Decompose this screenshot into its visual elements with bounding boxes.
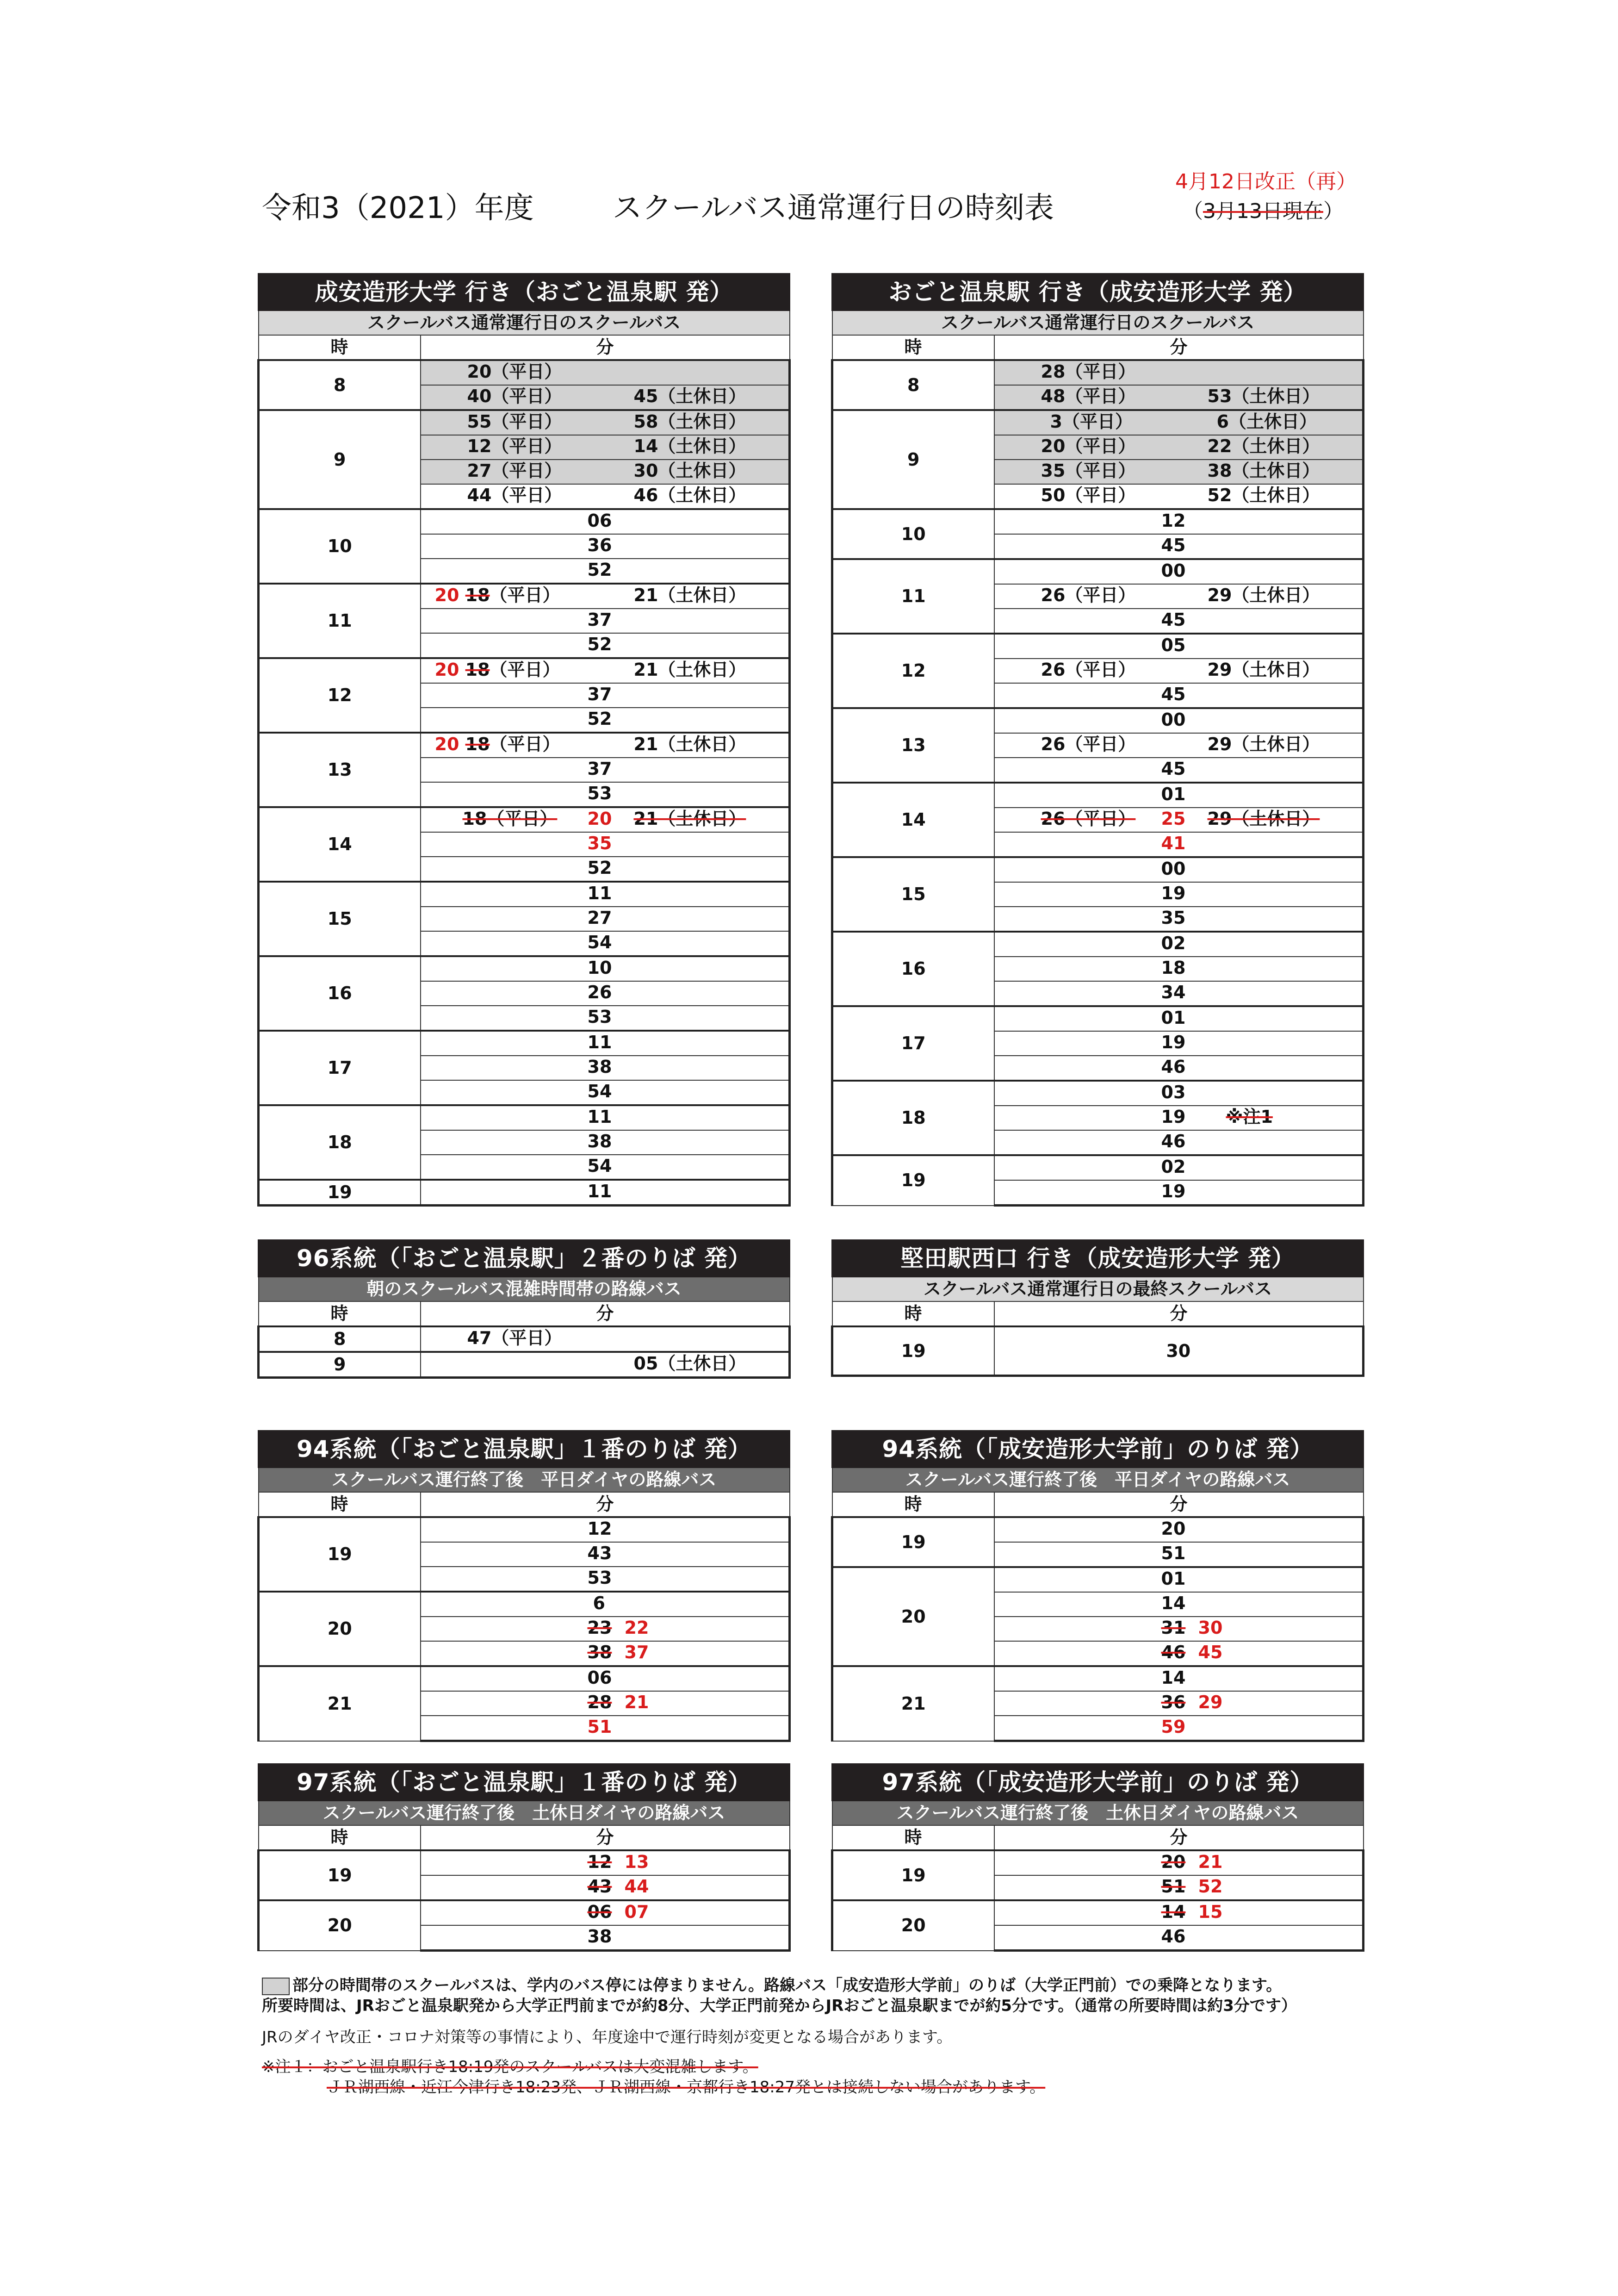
minute-cell: 27（平日） 30（土休日） xyxy=(421,460,790,484)
hour-cell: 15 xyxy=(259,882,421,956)
revision-date: 4月12日改正（再） xyxy=(1175,170,1357,193)
timetable-route-94-university xyxy=(831,1430,1364,1742)
minute-cell: 38 xyxy=(421,1925,790,1951)
minute-cell: 6 xyxy=(421,1592,790,1617)
hour-cell: 9 xyxy=(259,410,421,509)
minute-cell: 54 xyxy=(421,931,790,956)
minute-cell: 46 xyxy=(994,1056,1364,1081)
minute-cell: 14 15 xyxy=(994,1900,1364,1925)
minute-cell: 01 xyxy=(994,1006,1364,1031)
table-subtitle: スクールバス運行終了後 平日ダイヤの路線バス xyxy=(259,1468,790,1493)
hour-cell: 21 xyxy=(259,1666,421,1741)
hour-cell: 10 xyxy=(259,509,421,584)
table-subtitle: 朝のスクールバス混雑時間帯の路線バス xyxy=(259,1277,790,1302)
timetable-route-94-station xyxy=(257,1430,791,1742)
minute-header: 分 xyxy=(994,335,1364,360)
hour-cell: 19 xyxy=(259,1180,421,1206)
hour-cell: 20 xyxy=(259,1900,421,1951)
hour-cell: 8 xyxy=(259,360,421,410)
minute-cell: 19 xyxy=(994,1180,1364,1206)
minute-cell: 45 xyxy=(994,534,1364,559)
minute-cell: 48（平日） 53（土休日） xyxy=(994,385,1364,410)
minute-cell: 30 xyxy=(994,1326,1364,1376)
hour-header: 時 xyxy=(259,1301,421,1326)
hour-cell: 16 xyxy=(259,956,421,1031)
note-stops: 部分の時間帯のスクールバスは、学内のバス停には停まりません。路線バス「成安造形大学前」のりば（大学正門前）での乗降となります。 xyxy=(262,1972,1282,1995)
timetable-route-97-university xyxy=(831,1763,1364,1952)
minute-cell: 54 xyxy=(421,1080,790,1105)
minute-cell: 12 13 xyxy=(421,1850,790,1875)
table-title: 堅田駅西口 行き（成安造形大学 発） xyxy=(832,1240,1364,1277)
minute-cell: 54 xyxy=(421,1155,790,1180)
minute-cell: 05 xyxy=(994,634,1364,659)
table-title: おごと温泉駅 行き（成安造形大学 発） xyxy=(832,274,1364,311)
table-title: 94系統（「成安造形大学前」のりば 発） xyxy=(832,1431,1364,1468)
minute-cell: 35 xyxy=(421,832,790,857)
hour-cell: 13 xyxy=(259,733,421,807)
hour-cell: 21 xyxy=(832,1666,994,1741)
minute-header: 分 xyxy=(421,1825,790,1850)
minute-cell: 36 xyxy=(421,534,790,559)
hour-cell: 19 xyxy=(259,1517,421,1592)
hour-cell: 17 xyxy=(832,1006,994,1081)
note-schedule-change: JRのダイヤ改正・コロナ対策等の事情により、年度途中で運行時刻が変更となる場合があります。 xyxy=(262,2028,953,2047)
minute-header: 分 xyxy=(994,1301,1364,1326)
minute-cell: 20 21 xyxy=(994,1850,1364,1875)
hour-header: 時 xyxy=(259,1492,421,1517)
minute-cell: 34 xyxy=(994,981,1364,1006)
minute-cell: 53 xyxy=(421,1006,790,1031)
hour-cell: 20 xyxy=(259,1592,421,1666)
minute-cell: 12 xyxy=(421,1517,790,1542)
minute-header: 分 xyxy=(421,1301,790,1326)
minute-cell: 51 xyxy=(421,1716,790,1741)
hour-cell: 8 xyxy=(259,1326,421,1352)
minute-cell: 43 44 xyxy=(421,1875,790,1900)
minute-cell: 37 xyxy=(421,683,790,708)
minute-cell: 06 07 xyxy=(421,1900,790,1925)
table-subtitle: スクールバス運行終了後 土休日ダイヤの路線バス xyxy=(832,1801,1364,1826)
table-subtitle: スクールバス運行終了後 土休日ダイヤの路線バス xyxy=(259,1801,790,1826)
page-title: 令和3（2021）年度 スクールバス通常運行日の時刻表 xyxy=(262,191,1054,225)
minute-cell: 23 22 xyxy=(421,1617,790,1641)
minute-cell: 01 xyxy=(994,1567,1364,1592)
shade-legend-swatch xyxy=(262,1978,290,1995)
minute-cell: 14 xyxy=(994,1592,1364,1617)
old-revision-date: （3月13日現在） xyxy=(1183,199,1344,223)
note-travel-time: 所要時間は、JRおごと温泉駅発から大学正門前までが約8分、大学正門前発からJRおごと温泉駅までが約5分です。（通常の所要時間は約3分です） xyxy=(262,1997,1297,2015)
minute-cell: 50（平日） 52（土休日） xyxy=(994,484,1364,509)
minute-cell: 53 xyxy=(421,782,790,807)
note-1-continued: ＪＲ湖西線・近江今津行き18:23発、ＪＲ湖西線・京都行き18:27発とは接続しない場合があります。 xyxy=(327,2078,1046,2097)
minute-cell: 00 xyxy=(994,559,1364,584)
minute-cell: 45 xyxy=(994,609,1364,634)
hour-header: 時 xyxy=(259,1825,421,1850)
hour-cell: 14 xyxy=(259,807,421,882)
hour-cell: 19 xyxy=(832,1326,994,1376)
minute-cell: 06 xyxy=(421,1666,790,1691)
minute-cell: 38 xyxy=(421,1130,790,1155)
table-subtitle: スクールバス通常運行日のスクールバス xyxy=(259,311,790,336)
minute-cell: 45 xyxy=(994,683,1364,708)
minute-cell: 00 xyxy=(994,857,1364,882)
hour-header: 時 xyxy=(832,1301,994,1326)
minute-cell: 35（平日） 38（土休日） xyxy=(994,460,1364,484)
minute-cell: 26 xyxy=(421,981,790,1006)
timetable-katata xyxy=(831,1239,1364,1377)
minute-cell: 52 xyxy=(421,559,790,584)
minute-cell: 10 xyxy=(421,956,790,981)
minute-cell: 43 xyxy=(421,1542,790,1567)
minute-cell: 00 xyxy=(994,708,1364,733)
minute-cell: 03 xyxy=(994,1081,1364,1106)
minute-cell: 38 37 xyxy=(421,1641,790,1666)
hour-header: 時 xyxy=(832,1492,994,1517)
minute-cell: 20 xyxy=(994,1517,1364,1542)
minute-cell: 41 xyxy=(994,832,1364,857)
minute-cell: 12（平日） 14（土休日） xyxy=(421,435,790,460)
minute-cell: 59 xyxy=(994,1716,1364,1741)
table-subtitle: スクールバス通常運行日の最終スクールバス xyxy=(832,1277,1364,1302)
table-title: 成安造形大学 行き（おごと温泉駅 発） xyxy=(259,274,790,311)
hour-cell: 13 xyxy=(832,708,994,783)
timetable-to-university xyxy=(257,273,791,1207)
minute-cell: 11 xyxy=(421,882,790,907)
note-1: ※注１：おごと温泉駅行き18:19発のスクールバスは大変混雑します。 xyxy=(262,2058,758,2076)
hour-cell: 20 xyxy=(832,1900,994,1951)
hour-cell: 9 xyxy=(259,1352,421,1378)
timetable-route-97-station xyxy=(257,1763,791,1952)
minute-cell: 3（平日） 6（土休日） xyxy=(994,410,1364,435)
minute-cell: 11 xyxy=(421,1031,790,1056)
minute-cell: 20 18（平日） 21（土休日） xyxy=(421,658,790,683)
minute-cell: 11 xyxy=(421,1180,790,1206)
minute-header: 分 xyxy=(421,335,790,360)
minute-cell: 44（平日） 46（土休日） xyxy=(421,484,790,509)
minute-cell: 51 52 xyxy=(994,1875,1364,1900)
minute-cell: 19 ※注1 xyxy=(994,1106,1364,1130)
minute-cell: 01 xyxy=(994,783,1364,808)
hour-cell: 12 xyxy=(832,634,994,708)
minute-cell: 31 30 xyxy=(994,1617,1364,1641)
minute-cell: 46 45 xyxy=(994,1641,1364,1666)
minute-cell: 18 xyxy=(994,957,1364,981)
minute-cell: 47（平日） xyxy=(421,1326,790,1352)
minute-cell: 53 xyxy=(421,1567,790,1592)
timetable-to-station xyxy=(831,273,1364,1207)
minute-cell: 11 xyxy=(421,1105,790,1130)
hour-cell: 9 xyxy=(832,410,994,509)
hour-cell: 14 xyxy=(832,783,994,857)
minute-cell: 52 xyxy=(421,708,790,733)
hour-header: 時 xyxy=(832,335,994,360)
hour-cell: 17 xyxy=(259,1031,421,1105)
minute-header: 分 xyxy=(994,1492,1364,1517)
minute-cell: 38 xyxy=(421,1056,790,1080)
hour-cell: 19 xyxy=(832,1155,994,1206)
minute-cell: 51 xyxy=(994,1542,1364,1567)
minute-cell: 20（平日） xyxy=(421,360,790,385)
hour-cell: 19 xyxy=(832,1517,994,1567)
minute-cell: 28 21 xyxy=(421,1691,790,1716)
note-1-mark: ※注1 xyxy=(1226,1107,1273,1127)
minute-cell: 37 xyxy=(421,758,790,782)
timetable-route-96 xyxy=(257,1239,791,1379)
minute-cell: 27 xyxy=(421,907,790,931)
minute-cell: 19 xyxy=(994,1031,1364,1056)
hour-cell: 8 xyxy=(832,360,994,410)
hour-cell: 16 xyxy=(832,932,994,1006)
minute-cell: 02 xyxy=(994,932,1364,957)
minute-cell: 12 xyxy=(994,509,1364,534)
minute-cell: 06 xyxy=(421,509,790,534)
minute-cell: 26（平日） 25 29（土休日） xyxy=(994,808,1364,832)
minute-cell: 52 xyxy=(421,633,790,658)
minute-cell: 02 xyxy=(994,1155,1364,1180)
hour-cell: 19 xyxy=(259,1850,421,1900)
minute-cell: 46 xyxy=(994,1130,1364,1155)
minute-cell: 36 29 xyxy=(994,1691,1364,1716)
minute-cell: 46 xyxy=(994,1925,1364,1951)
minute-cell: 14 xyxy=(994,1666,1364,1691)
hour-cell: 20 xyxy=(832,1567,994,1666)
hour-cell: 11 xyxy=(259,584,421,658)
minute-cell: 18（平日） 20 21（土休日） xyxy=(421,807,790,832)
hour-cell: 18 xyxy=(832,1081,994,1155)
minute-cell: 45 xyxy=(994,758,1364,783)
hour-cell: 15 xyxy=(832,857,994,932)
hour-cell: 10 xyxy=(832,509,994,559)
minute-cell: 26（平日） 29（土休日） xyxy=(994,659,1364,683)
minute-cell: 26（平日） 29（土休日） xyxy=(994,733,1364,758)
minute-cell: 37 xyxy=(421,609,790,633)
table-title: 97系統（「おごと温泉駅」１番のりば 発） xyxy=(259,1764,790,1801)
minute-header: 分 xyxy=(994,1825,1364,1850)
minute-cell: 20 18（平日） 21（土休日） xyxy=(421,584,790,609)
hour-cell: 19 xyxy=(832,1850,994,1900)
table-subtitle: スクールバス通常運行日のスクールバス xyxy=(832,311,1364,336)
minute-cell: 05（土休日） xyxy=(421,1352,790,1378)
minute-cell: 20 18（平日） 21（土休日） xyxy=(421,733,790,758)
hour-cell: 11 xyxy=(832,559,994,634)
minute-cell: 20（平日） 22（土休日） xyxy=(994,435,1364,460)
minute-cell: 26（平日） 29（土休日） xyxy=(994,584,1364,609)
table-title: 96系統（「おごと温泉駅」２番のりば 発） xyxy=(259,1240,790,1277)
hour-cell: 12 xyxy=(259,658,421,733)
table-title: 97系統（「成安造形大学前」のりば 発） xyxy=(832,1764,1364,1801)
minute-cell: 40（平日） 45（土休日） xyxy=(421,385,790,410)
table-subtitle: スクールバス運行終了後 平日ダイヤの路線バス xyxy=(832,1468,1364,1493)
minute-cell: 55（平日） 58（土休日） xyxy=(421,410,790,435)
minute-header: 分 xyxy=(421,1492,790,1517)
table-title: 94系統（「おごと温泉駅」１番のりば 発） xyxy=(259,1431,790,1468)
minute-cell: 52 xyxy=(421,857,790,882)
minute-cell: 28（平日） xyxy=(994,360,1364,385)
hour-cell: 18 xyxy=(259,1105,421,1180)
minute-cell: 19 xyxy=(994,882,1364,907)
hour-header: 時 xyxy=(259,335,421,360)
minute-cell: 35 xyxy=(994,907,1364,932)
hour-header: 時 xyxy=(832,1825,994,1850)
